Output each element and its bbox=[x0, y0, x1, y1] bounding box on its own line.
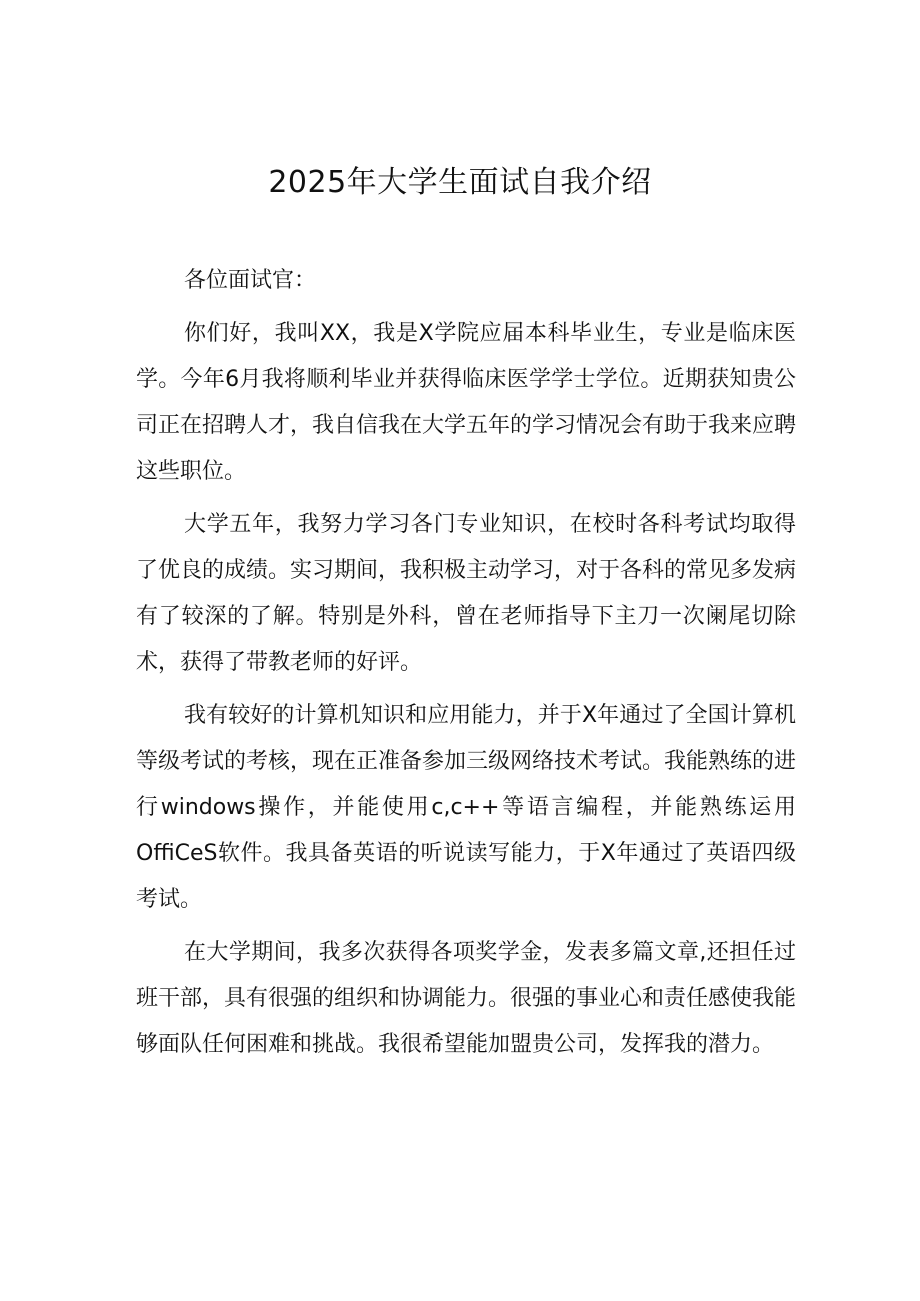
paragraph-1: 你们好，我叫XX，我是X学院应届本科毕业生，专业是临床医学。今年6月我将顺利毕业并获得临床医学学士学位。近期获知贵公司正在招聘人才，我自信我在大学五年的学习情况会有助于我来应聘这些职位。 bbox=[136, 321, 797, 484]
paragraph-3: 我有较好的计算机知识和应用能力，并于X年通过了全国计算机等级考试的考核，现在正准备参加三级网络技术考试。我能熟练的进行windows操作，并能使用c,c++等语言编程，并能熟练运用OffiCeS软件。我具备英语的听说读写能力，于X年通过了英语四级考试。 bbox=[136, 703, 797, 912]
paragraph-4: 在大学期间，我多次获得各项奖学金，发表多篇文章,还担任过班干部，具有很强的组织和协调能力。很强的事业心和责任感使我能够面队任何困难和挑战。我很希望能加盟贵公司，发挥我的潜力。 bbox=[136, 940, 797, 1057]
document-title: 2025年大学生面试自我介绍 bbox=[268, 165, 652, 200]
salutation: 各位面试官： bbox=[184, 268, 317, 293]
paragraph-2: 大学五年，我努力学习各门专业知识，在校时各科考试均取得了优良的成绩。实习期间，我积极主动学习，对于各科的常见多发病有了较深的了解。特别是外科，曾在老师指导下主刀一次阑尾切除术，获得了带教老师的好评。 bbox=[136, 512, 797, 675]
document-body bbox=[136, 258, 796, 1075]
